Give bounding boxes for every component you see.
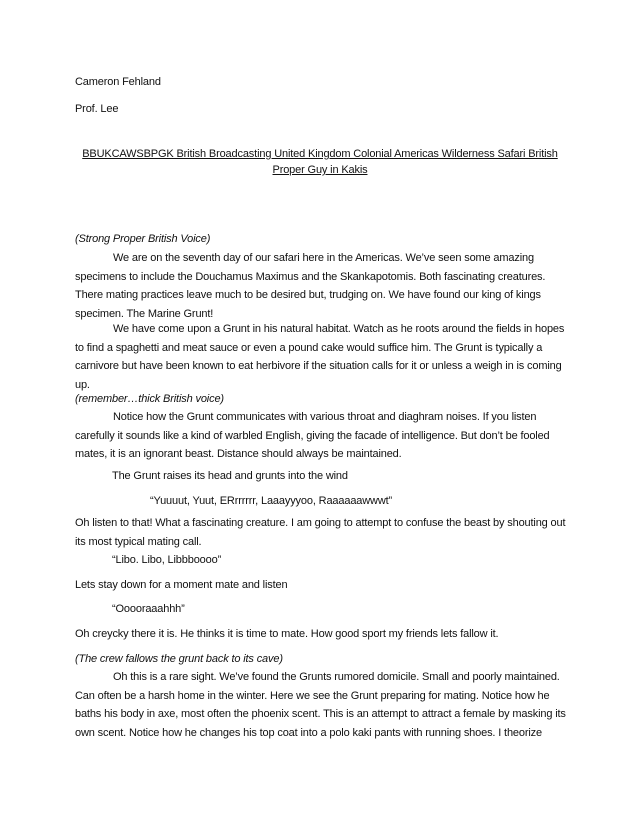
stage-direction-crew: (The crew fallows the grunt back to its cave): [75, 653, 283, 665]
author-name: Cameron Fehland: [75, 76, 161, 88]
paragraph-6: Lets stay down for a moment mate and listen: [75, 579, 288, 591]
paragraph-2: [75, 320, 567, 394]
paragraph-3-text: Notice how the Grunt communicates with various throat and diaghram noises. If you listen carefully it sounds like a kind of warbled English, giving the facade of intelligence. But don’t be fooled mates, it is an ignorant beast. Distance should always be maintained.: [75, 411, 550, 460]
paragraph-3: [75, 408, 567, 464]
quote-grunt-call: “Yuuuut, Yuut, ERrrrrrr, Laaayyyoo, Raaaaaawwwt”: [150, 495, 393, 507]
paragraph-7: Oh creycky there it is. He thinks it is time to mate. How good sport my friends lets fallow it.: [75, 628, 499, 640]
paragraph-1: [75, 249, 567, 323]
paragraph-8-text: Oh this is a rare sight. We’ve found the Grunts rumored domicile. Small and poorly maintained. Can often be a harsh home in the winter. Here we see the Grunt preparing for mating. Notice how he baths his body in axe, most often the phoenix scent. This is an attempt to attract a female by masking its own scent. Notice how he changes his top coat into a polo kaki pants with running shoes. I theorize: [75, 671, 566, 739]
quote-mating-call: “Libo. Libo, Libbboooo”: [112, 554, 222, 566]
paragraph-5: Oh listen to that! What a fascinating creature. I am going to attempt to confuse the beast by shouting out its most typical mating call.: [75, 517, 566, 548]
document-title: BBUKCAWSBPGK British Broadcasting United Kingdom Colonial Americas Wilderness Safari British Proper Guy in Kakis: [82, 148, 558, 176]
stage-direction-voice-2: (remember…thick British voice): [75, 393, 224, 405]
paragraph-1-text: We are on the seventh day of our safari here in the Americas. We’ve seen some amazing specimens to include the Douchamus Maximus and the Skankapotomis. Both fascinating creatures. There mating practices leave much to be desired but, trudging on. We have found our king of kings specimen. The Marine Grunt!: [75, 252, 546, 320]
instructor-name: Prof. Lee: [75, 103, 119, 115]
paragraph-2-text: We have come upon a Grunt in his natural habitat. Watch as he roots around the fields in hopes to find a spaghetti and meat sauce or even a pound cake would suffice him. The Grunt is typically a carnivore but have been known to eat herbivore if the situation calls for it or unless a weigh in is coming up.: [75, 323, 565, 391]
paragraph-4: The Grunt raises its head and grunts into the wind: [112, 470, 348, 482]
stage-direction-voice: (Strong Proper British Voice): [75, 233, 211, 245]
quote-response: “Ooooraaahhh”: [112, 603, 185, 615]
paragraph-8: [75, 668, 567, 742]
